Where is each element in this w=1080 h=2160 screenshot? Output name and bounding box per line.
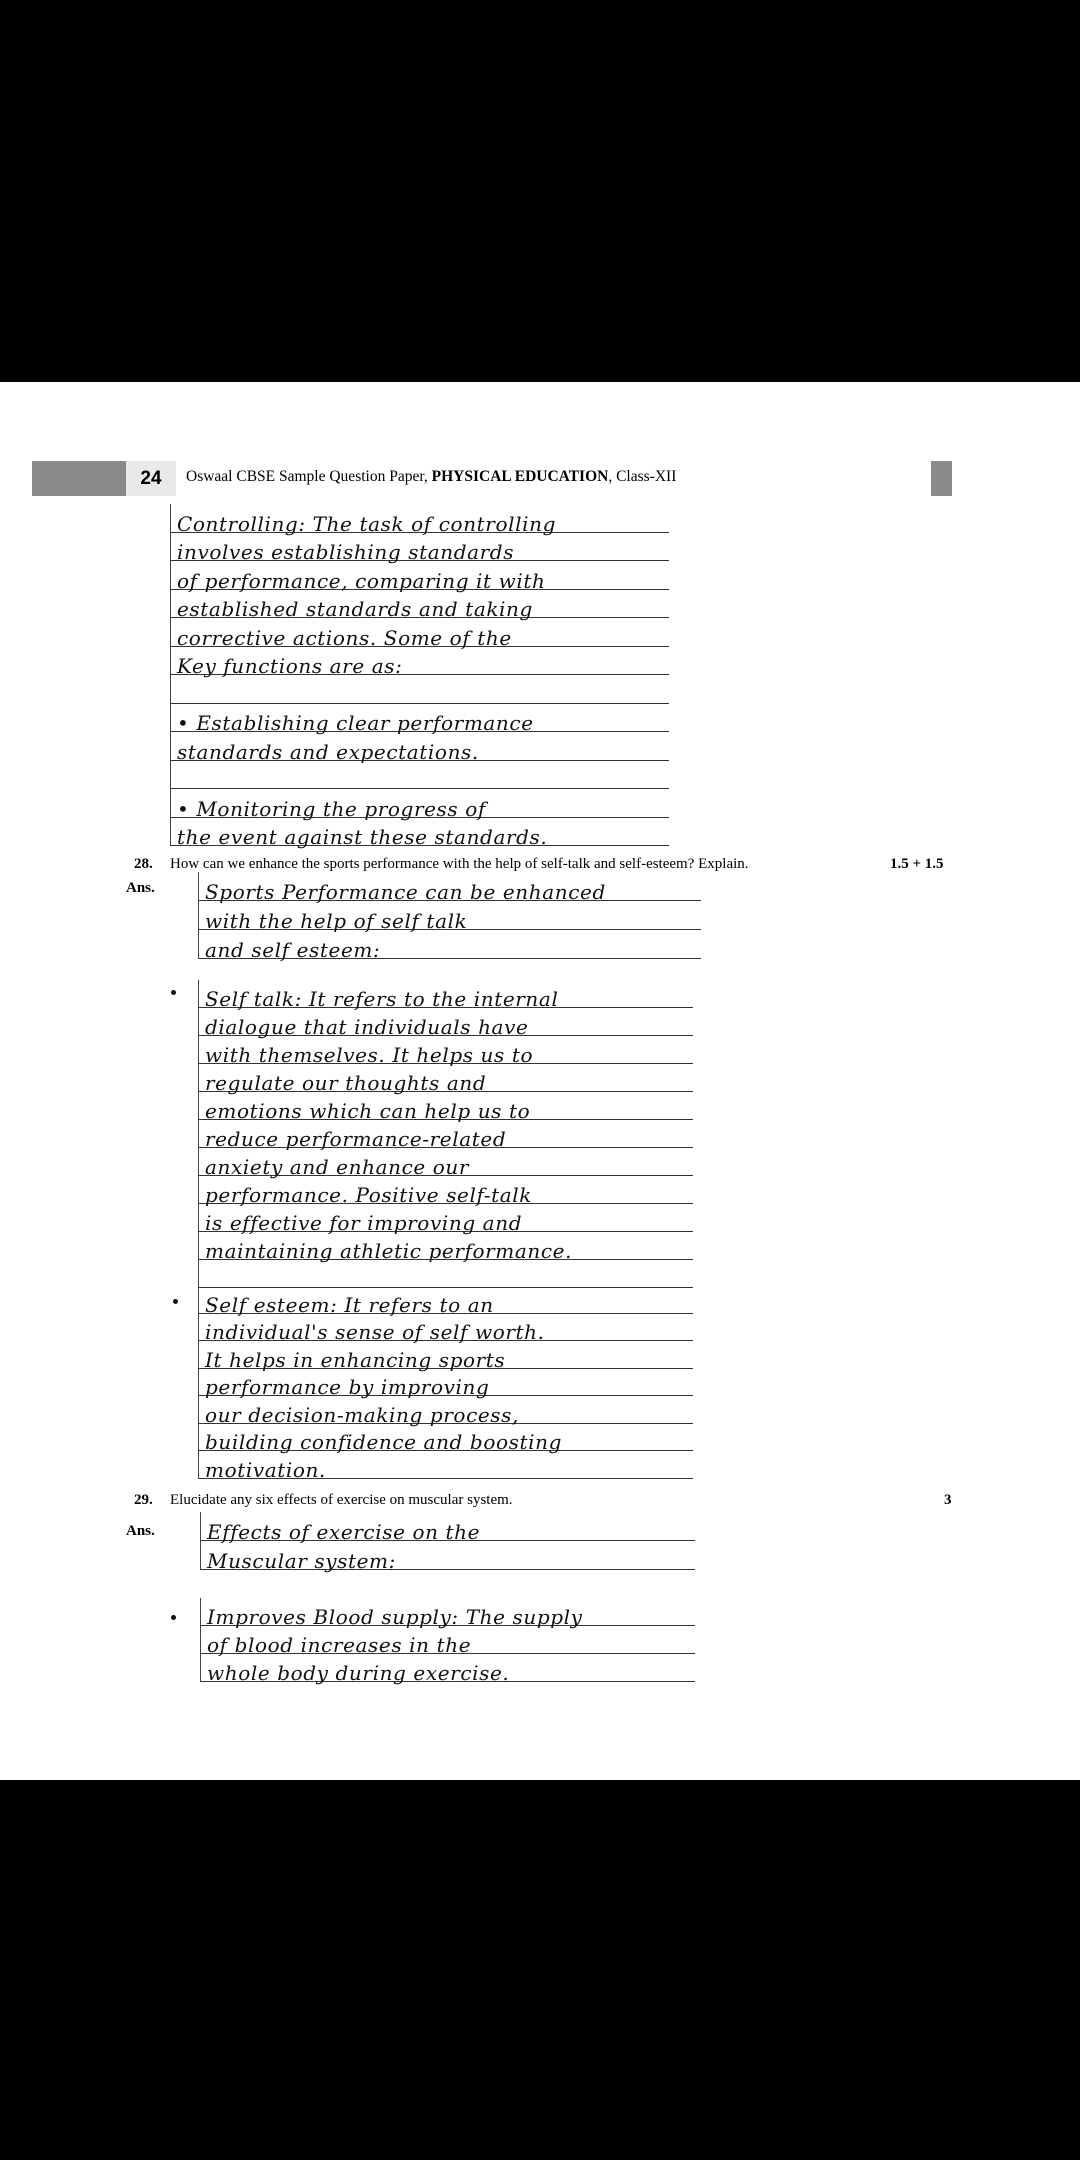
handwritten-text: and self esteem: xyxy=(205,938,381,962)
handwritten-line xyxy=(201,1598,695,1629)
handwritten-line xyxy=(199,1424,693,1452)
handwritten-line xyxy=(199,1341,693,1372)
handwritten-line xyxy=(199,901,701,933)
handwritten-line xyxy=(171,618,669,650)
handwritten-text: of performance, comparing it with xyxy=(177,568,546,593)
handwritten-line xyxy=(201,1654,695,1685)
handwritten-line xyxy=(199,1148,693,1179)
handwritten-answer-self-esteem xyxy=(198,1286,693,1482)
bullet-self-esteem xyxy=(173,1299,178,1304)
handwritten-text: Effects of exercise on the xyxy=(207,1520,481,1544)
answer-29-label: Ans. xyxy=(126,1523,155,1539)
handwritten-text: building confidence and boosting xyxy=(205,1430,562,1454)
header-right-tab xyxy=(931,461,952,496)
handwritten-line xyxy=(171,789,669,821)
handwritten-text: standards and expectations. xyxy=(177,739,479,764)
question-28-text: How can we enhance the sports performance with the help of self-talk and self-esteem? Explain. xyxy=(170,856,749,872)
handwritten-text: our decision-making process, xyxy=(205,1402,519,1427)
handwritten-line xyxy=(199,1036,693,1067)
handwritten-answer-self-talk xyxy=(198,980,693,1288)
handwritten-text: It helps in enhancing sports xyxy=(205,1347,506,1372)
handwritten-text: established standards and taking xyxy=(177,597,533,621)
bullet-self-talk xyxy=(171,990,176,995)
handwritten-text: maintaining athletic performance. xyxy=(205,1239,573,1263)
handwritten-text: is effective for improving and xyxy=(205,1211,523,1235)
question-28-marks: 1.5 + 1.5 xyxy=(890,856,944,872)
handwritten-line xyxy=(199,1396,693,1427)
handwritten-line xyxy=(199,1451,693,1482)
handwritten-line xyxy=(199,930,701,962)
handwritten-text: Self talk: It refers to the internal xyxy=(205,987,559,1011)
handwritten-line xyxy=(171,732,669,764)
handwritten-text: with the help of self talk xyxy=(205,909,468,933)
handwritten-line xyxy=(199,1204,693,1235)
handwritten-answer-29-intro xyxy=(200,1512,695,1573)
bullet-blood-supply xyxy=(171,1615,176,1620)
handwritten-text: • Monitoring the progress of xyxy=(177,796,486,821)
handwritten-line xyxy=(199,1120,693,1151)
question-29-text: Elucidate any six effects of exercise on muscular system. xyxy=(170,1492,513,1508)
handwritten-text: individual's sense of self worth. xyxy=(205,1320,545,1344)
handwritten-line xyxy=(171,504,669,536)
handwritten-line xyxy=(199,1260,693,1288)
handwritten-line xyxy=(199,872,701,904)
handwritten-line xyxy=(171,590,669,619)
handwritten-line xyxy=(199,980,693,1011)
handwritten-text: anxiety and enhance our xyxy=(205,1155,470,1179)
question-29-marks: 3 xyxy=(944,1492,952,1508)
handwritten-line xyxy=(199,1232,693,1263)
handwritten-answer-controlling xyxy=(170,504,669,849)
handwritten-line xyxy=(199,1092,693,1123)
handwritten-line xyxy=(171,761,669,790)
handwritten-line xyxy=(171,561,669,593)
handwritten-text: Self esteem: It refers to an xyxy=(205,1292,494,1317)
handwritten-text: the event against these standards. xyxy=(177,825,548,849)
answer-28-label: Ans. xyxy=(126,880,155,896)
handwritten-line xyxy=(201,1541,695,1573)
handwritten-line xyxy=(199,1064,693,1095)
handwritten-line xyxy=(171,818,669,847)
header-gray-bar xyxy=(32,461,126,496)
handwritten-text: Muscular system: xyxy=(207,1549,396,1573)
handwritten-text: motivation. xyxy=(205,1457,326,1482)
handwritten-text: regulate our thoughts and xyxy=(205,1071,487,1095)
handwritten-text: emotions which can help us to xyxy=(205,1099,531,1123)
handwritten-text: reduce performance-related xyxy=(205,1127,507,1151)
handwritten-line xyxy=(171,675,669,704)
handwritten-line xyxy=(199,1314,693,1342)
handwritten-text: • Establishing clear performance xyxy=(177,711,534,735)
handwritten-text: performance by improving xyxy=(205,1375,490,1399)
handwritten-text: Sports Performance can be enhanced xyxy=(205,880,606,904)
handwritten-text: corrective actions. Some of the xyxy=(177,625,512,650)
question-29-number: 29. xyxy=(134,1492,153,1508)
handwritten-text: with themselves. It helps us to xyxy=(205,1043,534,1067)
handwritten-line xyxy=(199,1008,693,1039)
document-page xyxy=(0,382,1080,1780)
question-28-number: 28. xyxy=(134,856,153,872)
handwritten-line xyxy=(199,1176,693,1207)
page-number: 24 xyxy=(126,461,176,496)
running-header: Oswaal CBSE Sample Question Paper, PHYSICAL EDUCATION, Class-XII xyxy=(186,468,677,485)
handwritten-line xyxy=(171,647,669,676)
handwritten-line xyxy=(201,1512,695,1544)
handwritten-line xyxy=(199,1369,693,1397)
handwritten-text: whole body during exercise. xyxy=(207,1661,510,1685)
handwritten-text: dialogue that individuals have xyxy=(205,1015,529,1039)
handwritten-text: performance. Positive self-talk xyxy=(205,1183,533,1207)
handwritten-text: of blood increases in the xyxy=(207,1633,472,1657)
handwritten-answer-blood-supply xyxy=(200,1598,695,1685)
handwritten-text: involves establishing standards xyxy=(177,540,515,564)
handwritten-answer-28-intro xyxy=(198,872,701,962)
handwritten-text: Improves Blood supply: The supply xyxy=(207,1605,583,1629)
handwritten-text: Key functions are as: xyxy=(177,654,403,678)
handwritten-line xyxy=(199,1286,693,1317)
handwritten-line xyxy=(201,1626,695,1657)
handwritten-line xyxy=(171,533,669,562)
handwritten-line xyxy=(171,704,669,733)
handwritten-text: Controlling: The task of controlling xyxy=(177,511,556,536)
